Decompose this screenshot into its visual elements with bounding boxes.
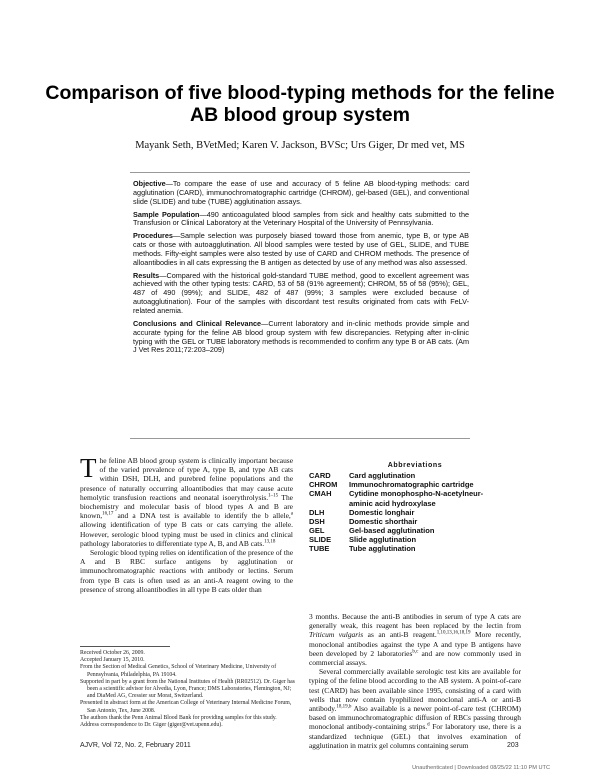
body-paragraph-4: Several commercially available serologic test kits are available for typing of the feline blood according to the AB system. A point-of-care test (CARD) has been available since 1995, consisting of a card with wells that now contain lyophilized monoclonal anti-A or anti-B antibody.$^{18,19,b}$ Also available is a newer point-of-care test (CHROM) based on immunochromatographic diffusion of RBCs passing through monoclonal antibody-containing strips.$^d$ For laboratory use, there is a standardized technique (GEL) that involves examination of agglutination in matrix gel columns containing serum — [309, 667, 521, 750]
abbreviation-row — [309, 508, 521, 517]
note-line: From the Section of Medical Genetics, School of Veterinary Medicine, University of Pennsylvania, Philadelphia, PA 19104. — [80, 664, 277, 678]
abbreviation-definition: Card agglutination — [349, 471, 416, 480]
objective-text: —To compare the ease of use and accuracy of 5 feline AB blood-typing methods: card agglutination (CARD), immunochromatographic cartridge (CHROM), gel-based (GEL), and conventional slide (SLIDE) and tube (TUBE) agglutination assays. — [133, 179, 469, 206]
abbreviations-box — [309, 462, 521, 554]
article-notes — [80, 650, 295, 729]
abbreviation-row — [309, 489, 521, 498]
author-list: Mayank Seth, BVetMed; Karen V. Jackson, BVSc; Urs Giger, Dr med vet, MS — [135, 140, 465, 151]
body-column-right — [309, 612, 521, 750]
results-label: Results — [133, 270, 160, 280]
abbreviation-definition: Tube agglutination — [349, 544, 416, 554]
abbreviation-row — [309, 535, 521, 544]
body-paragraph-3: 3 months. Because the anti-B antibodies in serum of type A cats are generally weak, this reagent has been replaced by the lectin from Triticum vulgaris as an anti-B reagent.$^{1,10,13,16,18,19}$ More recently, monoclonal antibodies against the type A and type B antigens have been developed by 2 laboratories$^{b,c}$ and are now commonly used in commercial assays. — [309, 612, 522, 668]
abbreviation-row — [309, 544, 521, 553]
note-line: Address correspondence to Dr. Giger (giger@vet.upenn.edu). — [80, 722, 223, 729]
abbreviation-code: SLIDE — [309, 535, 332, 545]
paper-title: Comparison of five blood-typing methods for the feline AB blood group system — [45, 82, 555, 126]
abbreviation-row — [309, 517, 521, 526]
note-line: Accepted January 15, 2010. — [80, 657, 145, 664]
drop-cap: T — [80, 453, 97, 483]
abbreviation-definition: Slide agglutination — [349, 535, 417, 545]
abbreviation-code: DSH — [309, 516, 325, 526]
note-line: Presented in abstract form at the American College of Veterinary Internal Medicine Forum, San Antonio, Tex, June 2008. — [80, 700, 292, 714]
body-paragraph-2: Serologic blood typing relies on identification of the presence of the A and B RBC surface antigens by agglutination or immunochromatographic reactions with antibody or lectins. Serum from type B cats is often used as an anti-A reagent owing to the presence of strong alloantibodies in all type B cats older than — [80, 548, 293, 594]
abstract-procedures — [133, 232, 469, 267]
abstract-top-rule — [130, 172, 470, 173]
procedures-text: —Sample selection was purposely biased toward those from anemic, type B, or type AB cats or those with autoagglutination. All blood samples were tested by use of GEL, SLIDE, and TUBE methods. Fifty-eight samples were also tested by use of CARD and CHROM methods. The presence of alloantibodies in all cats expressing the B antigen as detected by use of any method was also assessed. — [133, 231, 469, 267]
abbreviation-code: DLH — [309, 507, 325, 517]
abbreviation-definition: Immunochromatographic cartridge — [349, 480, 474, 490]
abstract — [133, 180, 469, 359]
page-number: 203 — [507, 742, 519, 749]
abbreviation-code: CMAH — [309, 489, 332, 499]
abbreviation-definition-continued: aminic acid hydroxylase — [349, 498, 436, 508]
abbreviation-definition: Domestic longhair — [349, 507, 415, 517]
procedures-label: Procedures — [133, 231, 173, 241]
abbreviation-definition: Cytidine monophospho-N-acetylneur- — [349, 489, 484, 499]
abstract-objective — [133, 180, 469, 207]
abbreviation-definition: Domestic shorthair — [349, 516, 418, 526]
abbreviation-row — [309, 480, 521, 489]
objective-label: Objective — [133, 179, 166, 188]
abbreviation-row — [309, 526, 521, 535]
abbreviation-definition: Gel-based agglutination — [349, 526, 435, 536]
journal-footer: AJVR, Vol 72, No. 2, February 2011 — [80, 742, 191, 749]
note-line: Supported in part by a grant from the National Institutes of Health (RR02512). Dr. Giger has been a scientific advisor for Alvedia, Lyon, France; DMS Laboratories, Flemington, NJ; and DiaMed AG, Cressier sur Morat, Switzerland. — [80, 678, 295, 700]
abstract-bottom-rule — [130, 438, 470, 439]
results-text: —Compared with the historical gold-standard TUBE method, good to excellent agreement was achieved with the other typing tests: CARD, 53 of 58 (91% agreement); CHROM, 55 of 58 (95%); GEL, 487 of 490 (99%); and SLIDE, 482 of 487 (99%; 3 samples were excluded because of autoagglutination). Four of the samples with discordant test results originated from cats with FeLV-related anemia. — [133, 270, 469, 315]
abbreviation-code: GEL — [309, 526, 325, 536]
download-stamp: Unauthenticated | Downloaded 08/25/22 11:10 PM UTC — [412, 765, 550, 771]
sample-label: Sample Population — [133, 209, 200, 219]
sample-text: —490 anticoagulated blood samples from sick and healthy cats submitted to the Transfusion or Clinical Laboratory at the Veterinary Hospital of the University of Pennsylvania. — [133, 209, 470, 228]
abbreviation-code: TUBE — [309, 544, 330, 554]
abbreviation-code: CARD — [309, 471, 331, 480]
abbreviations-heading: Abbreviations — [387, 462, 443, 469]
abbreviation-row — [309, 471, 521, 480]
abbreviation-code: CHROM — [309, 480, 338, 490]
abstract-conclusions — [133, 320, 469, 355]
footnote-rule — [80, 646, 170, 647]
abstract-sample — [133, 211, 469, 229]
abstract-citation: (Am J Vet Res 2011;72:203–209) — [133, 336, 469, 355]
body-paragraph-1: The feline AB blood group system is clinically important because of the varied prevalence of type A, type B, and type AB cats within DSH, DLH, and purebred feline populations and the presence of naturally occurring alloantibodies that may cause acute hemolytic transfusion reactions and neonatal isoerythrolysis.$^{1-15}$ The biochemistry and molecular basis of blood types A and B are known,$^{16,17}$ and a DNA test is available to identify the b allele,$^a$ allowing identification of type B cats or cats carrying the allele. However, serologic blood typing must be used in clinics and clinical pathology laboratories to differentiate type A, B, and AB cats.$^{13,18}$ — [80, 453, 293, 548]
note-line: The authors thank the Penn Animal Blood Bank for providing samples for this study. — [80, 714, 277, 721]
body-column-left — [80, 453, 293, 594]
note-line: Received October 26, 2009. — [80, 650, 145, 656]
conclusions-text: —Current laboratory and in-clinic methods provide simple and accurate typing for the feline AB blood group system with few discrepancies. Retyping after in-clinic typing with the GEL or TUBE laboratory methods is recommended to confirm any type B or AB cats. — [133, 318, 470, 346]
abbreviations-list — [309, 471, 521, 554]
conclusions-label: Conclusions and Clinical Relevance — [133, 318, 262, 328]
abstract-results — [133, 272, 469, 316]
